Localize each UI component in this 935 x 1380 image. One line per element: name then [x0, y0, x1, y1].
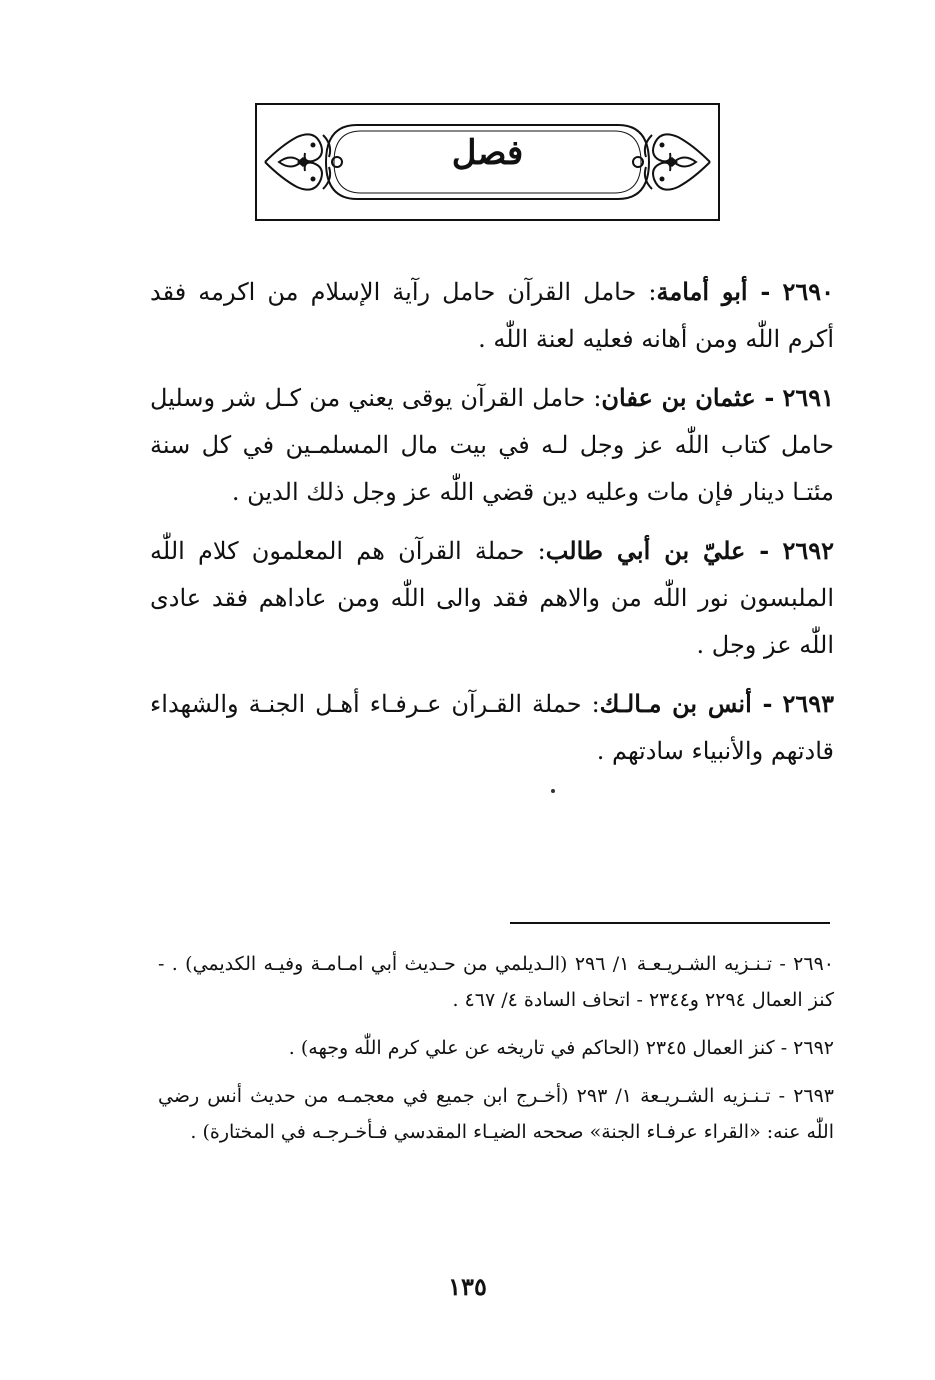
entry-author: أنس بن مـالـك: [599, 689, 752, 718]
footnote-2692: ٢٦٩٢ - كنز العمال ٢٣٤٥ (الحاكم في تاريخه عن علي كرم اللّٰه وجهه) .: [288, 1037, 834, 1059]
entry-number: ٢٦٩٢: [782, 536, 834, 565]
entry-text: حامل القرآن يوقى يعني من كـل شر وسليل حامل كتاب اللّٰه عز وجل لـه في بيت مال المسلمـين في كل سنة مئتـا دينار فإن مات وعليه دين قضي اللّٰه عز وجل ذلك الدين .: [150, 384, 834, 506]
footnotes: [158, 946, 834, 1162]
entries-list: [150, 268, 834, 786]
entry-number: ٢٦٩٣: [782, 689, 835, 718]
ink-speck: [551, 789, 555, 793]
entry-2691: ٢٦٩١ - عثمان بن عفان: حامل القرآن يوقى يعني من كـل شر وسليل حامل كتاب اللّٰه عز وجل لـه في بيت مال المسلمـين في كل سنة مئتـا دينار فإن مات وعليه دين قضي اللّٰه عز وجل ذلك الدين .: [150, 383, 835, 506]
footnote-divider: [510, 922, 830, 924]
footnote-2693: ٢٦٩٣ - تـنـزيه الشـريـعة ١/ ٢٩٣ (أخـرج ابن جميع في معجمـه من حديث أنس رضي اللّٰه عنه: «القراء عرفـاء الجنة» صححه الضيـاء المقدسي فـأخـرجـه في المختارة) .: [158, 1085, 835, 1143]
entry-text: حامل القرآن حامل رآية الإسلام من اكرمه فقد أكرم اللّٰه ومن أهانه فعليه لعنة اللّٰه .: [150, 278, 834, 353]
page-number: ١٣٥: [448, 1272, 487, 1301]
entry-2692: ٢٦٩٢ - عليّ بن أبي طالب: حملة القرآن هم المعلمون كلام اللّٰه الملبسون نور اللّٰه من والاهم فقد والى اللّٰه ومن عاداهم فقد عادى اللّٰه عز وجل .: [150, 536, 834, 659]
entry-number: ٢٦٩٠: [782, 277, 834, 306]
entry-2693: ٢٦٩٣ - أنس بن مـالـك: حملة القـرآن عـرفـاء أهـل الجنـة والشهداء قادتهم والأنبياء سادتهم .: [150, 689, 835, 765]
chapter-header-frame: [255, 103, 720, 221]
chapter-title: فصل: [451, 133, 524, 173]
entry-text: حملة القرآن هم المعلمون كلام اللّٰه الملبسون نور اللّٰه من والاهم فقد والى اللّٰه ومن عاداهم فقد عادى اللّٰه عز وجل .: [150, 537, 834, 659]
entry-author: أبو أمامة: [656, 277, 748, 306]
entry-author: عليّ بن أبي طالب: [545, 536, 746, 565]
entry-text: حملة القـرآن عـرفـاء أهـل الجنـة والشهداء قادتهم والأنبياء سادتهم .: [150, 690, 834, 765]
entry-2690: ٢٦٩٠ - أبو أمامة: حامل القرآن حامل رآية الإسلام من اكرمه فقد أكرم اللّٰه ومن أهانه فعليه لعنة اللّٰه .: [150, 277, 834, 353]
footnote-2690: ٢٦٩٠ - تـنـزيه الشـريـعـة ١/ ٢٩٦ (الـديلمي من حـديث أبي امـامـة وفيـه الكديمي) . - كنز العمال ٢٢٩٤ و٢٣٤٤ - اتحاف السادة ٤/ ٤٦٧ .: [158, 953, 834, 1011]
entry-author: عثمان بن عفان: [601, 383, 756, 412]
entry-number: ٢٦٩١: [782, 383, 835, 412]
